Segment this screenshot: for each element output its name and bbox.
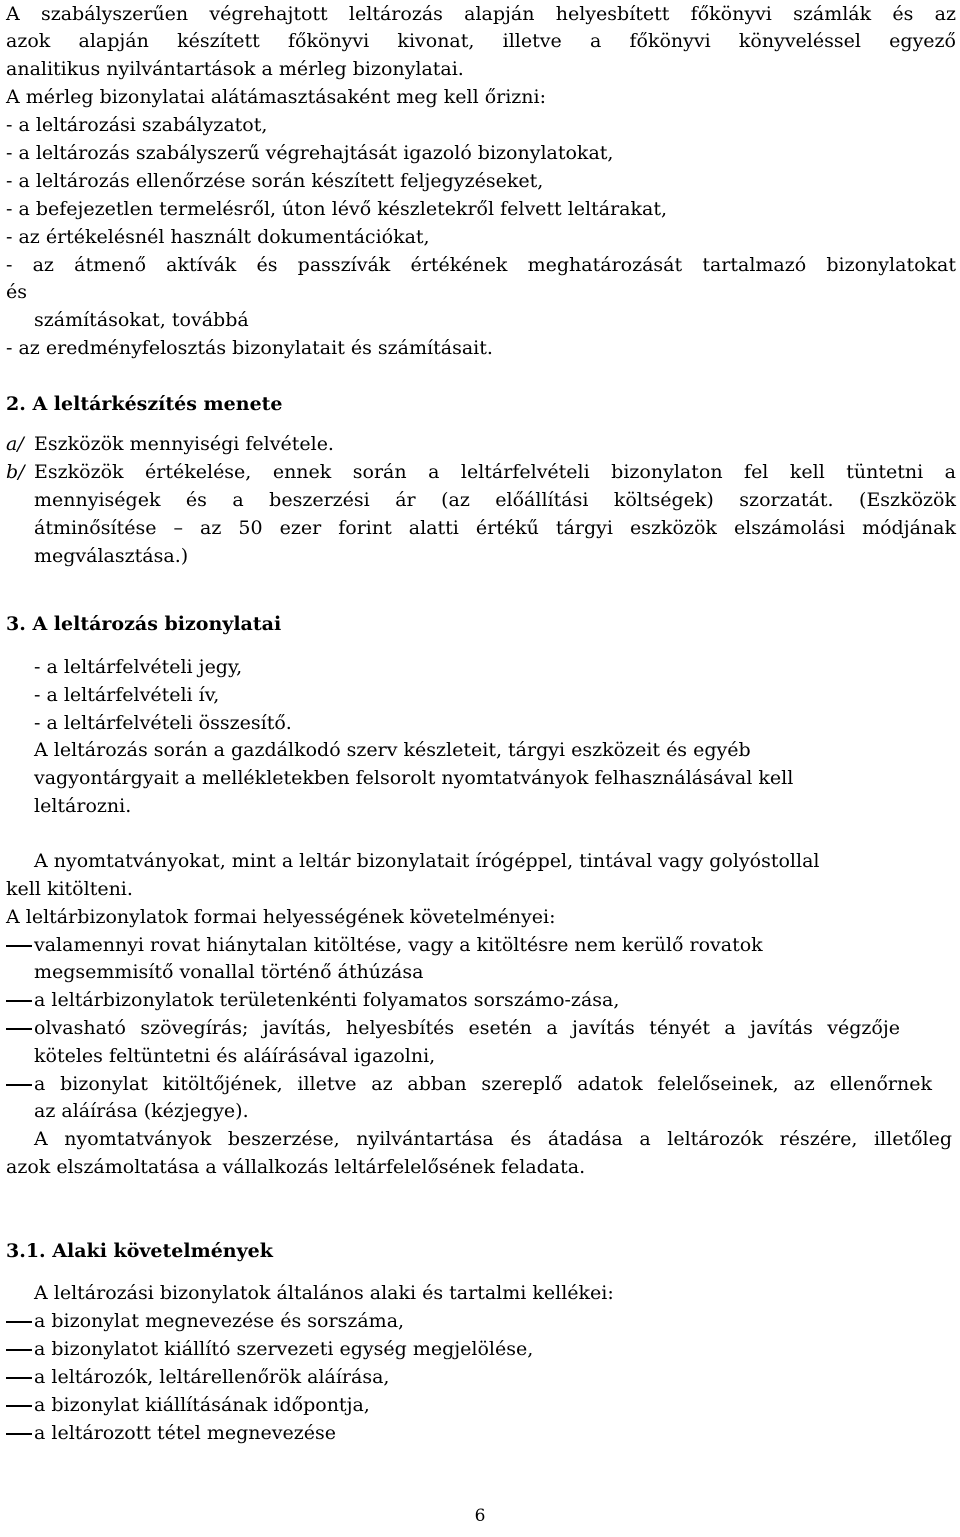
dash-bullet (6, 1000, 32, 1002)
keep-list-item: - az átmenő aktívák és passzívák értékének meghatározását tartalmazó bizonylatokat (6, 254, 956, 276)
requirement-item: az aláírása (kézjegye). (34, 1100, 249, 1122)
attribute-item: a leltározók, leltárellenőrök aláírása, (34, 1366, 390, 1388)
requirement-item: olvasható szövegírás; javítás, helyesbítés esetén a javítás tényét a javítás végzője (34, 1017, 900, 1039)
dash-bullet (6, 945, 32, 947)
page-number: 6 (474, 1506, 486, 1526)
list-item: megválasztása.) (34, 545, 189, 567)
attribute-item: a bizonylat kiállításának időpontja, (34, 1394, 370, 1416)
requirement-item: köteles feltüntetni és aláírásával igazolni, (34, 1045, 436, 1067)
keep-list-item: - a leltározási szabályzatot, (6, 114, 268, 136)
dash-bullet (6, 1405, 32, 1407)
attribute-item: a bizonylatot kiállító szervezeti egység megjelölése, (34, 1338, 534, 1360)
keep-list-item: - az eredményfelosztás bizonylatait és számításait. (6, 337, 493, 359)
requirement-item: megsemmisítő vonallal történő áthúzása (34, 961, 424, 983)
dash-bullet (6, 1084, 32, 1086)
keep-list-item: számításokat, továbbá (34, 309, 249, 331)
list-item: mennyiségek és a beszerzési ár (az előállítási költségek) szorzatát. (Eszközök (34, 489, 956, 511)
list-marker: a/ (6, 433, 24, 455)
attribute-item: a bizonylat megnevezése és sorszáma, (34, 1310, 405, 1332)
section-heading: 2. A leltárkészítés menete (6, 393, 283, 415)
dash-bullet (6, 1377, 32, 1379)
paragraph-line: leltározni. (34, 795, 132, 817)
paragraph-line: A leltározás során a gazdálkodó szerv készleteit, tárgyi eszközeit és egyéb (34, 739, 751, 761)
dash-bullet (6, 1349, 32, 1351)
intro-line: azok alapján készített főkönyvi kivonat, illetve a főkönyvi könyveléssel egyező (6, 30, 956, 52)
paragraph-line: A nyomtatványok beszerzése, nyilvántartása és átadása a leltározók részére, illetőleg (34, 1128, 952, 1150)
dash-bullet (6, 1321, 32, 1323)
list-item: Eszközök mennyiségi felvétele. (34, 433, 334, 455)
intro-line: analitikus nyilvántartások a mérleg bizonylatai. (6, 58, 464, 80)
requirement-item: valamennyi rovat hiánytalan kitöltése, vagy a kitöltésre nem kerülő rovatok (34, 934, 763, 956)
keep-list-item: - a leltározás szabályszerű végrehajtását igazoló bizonylatokat, (6, 142, 614, 164)
paragraph-line: A nyomtatványokat, mint a leltár bizonylatait írógéppel, tintával vagy golyóstollal (34, 850, 820, 872)
doc-list-item: - a leltárfelvételi összesítő. (34, 712, 292, 734)
paragraph-line: A leltározási bizonylatok általános alaki és tartalmi kellékei: (34, 1282, 614, 1304)
section-heading: 3. A leltározás bizonylatai (6, 613, 282, 635)
section-heading: 3.1. Alaki követelmények (6, 1240, 273, 1262)
keep-list-item: - a befejezetlen termelésről, úton lévő készletekről felvett leltárakat, (6, 198, 668, 220)
intro-line: A szabályszerűen végrehajtott leltározás alapján helyesbített főkönyvi számlák és az (6, 3, 956, 25)
requirement-item: a leltárbizonylatok területenkénti folyamatos sorszámo-zása, (34, 989, 620, 1011)
intro-line: A mérleg bizonylatai alátámasztásaként meg kell őrizni: (6, 86, 547, 108)
list-item: Eszközök értékelése, ennek során a leltárfelvételi bizonylaton fel kell tüntetni a (34, 461, 956, 483)
doc-list-item: - a leltárfelvételi jegy, (34, 656, 243, 678)
paragraph-line: vagyontárgyait a mellékletekben felsorolt nyomtatványok felhasználásával kell (34, 767, 794, 789)
list-item: átminősítése – az 50 ezer forint alatti értékű tárgyi eszközök elszámolási módjának (34, 517, 956, 539)
paragraph-line: azok elszámoltatása a vállalkozás leltárfelelősének feladata. (6, 1156, 586, 1178)
list-marker: b/ (6, 461, 25, 483)
keep-list-item: - az értékelésnél használt dokumentációkat, (6, 226, 430, 248)
keep-list-item: - a leltározás ellenőrzése során készített feljegyzéseket, (6, 170, 544, 192)
dash-bullet (6, 1433, 32, 1435)
paragraph-line: kell kitölteni. (6, 878, 133, 900)
keep-list-item: és (6, 281, 27, 303)
requirement-item: a bizonylat kitöltőjének, illetve az abban szereplő adatok felelőseinek, az ellenőrnek (34, 1073, 932, 1095)
paragraph-line: A leltárbizonylatok formai helyességének követelményei: (6, 906, 556, 928)
dash-bullet (6, 1028, 32, 1030)
attribute-item: a leltározott tétel megnevezése (34, 1422, 337, 1444)
doc-list-item: - a leltárfelvételi ív, (34, 684, 220, 706)
